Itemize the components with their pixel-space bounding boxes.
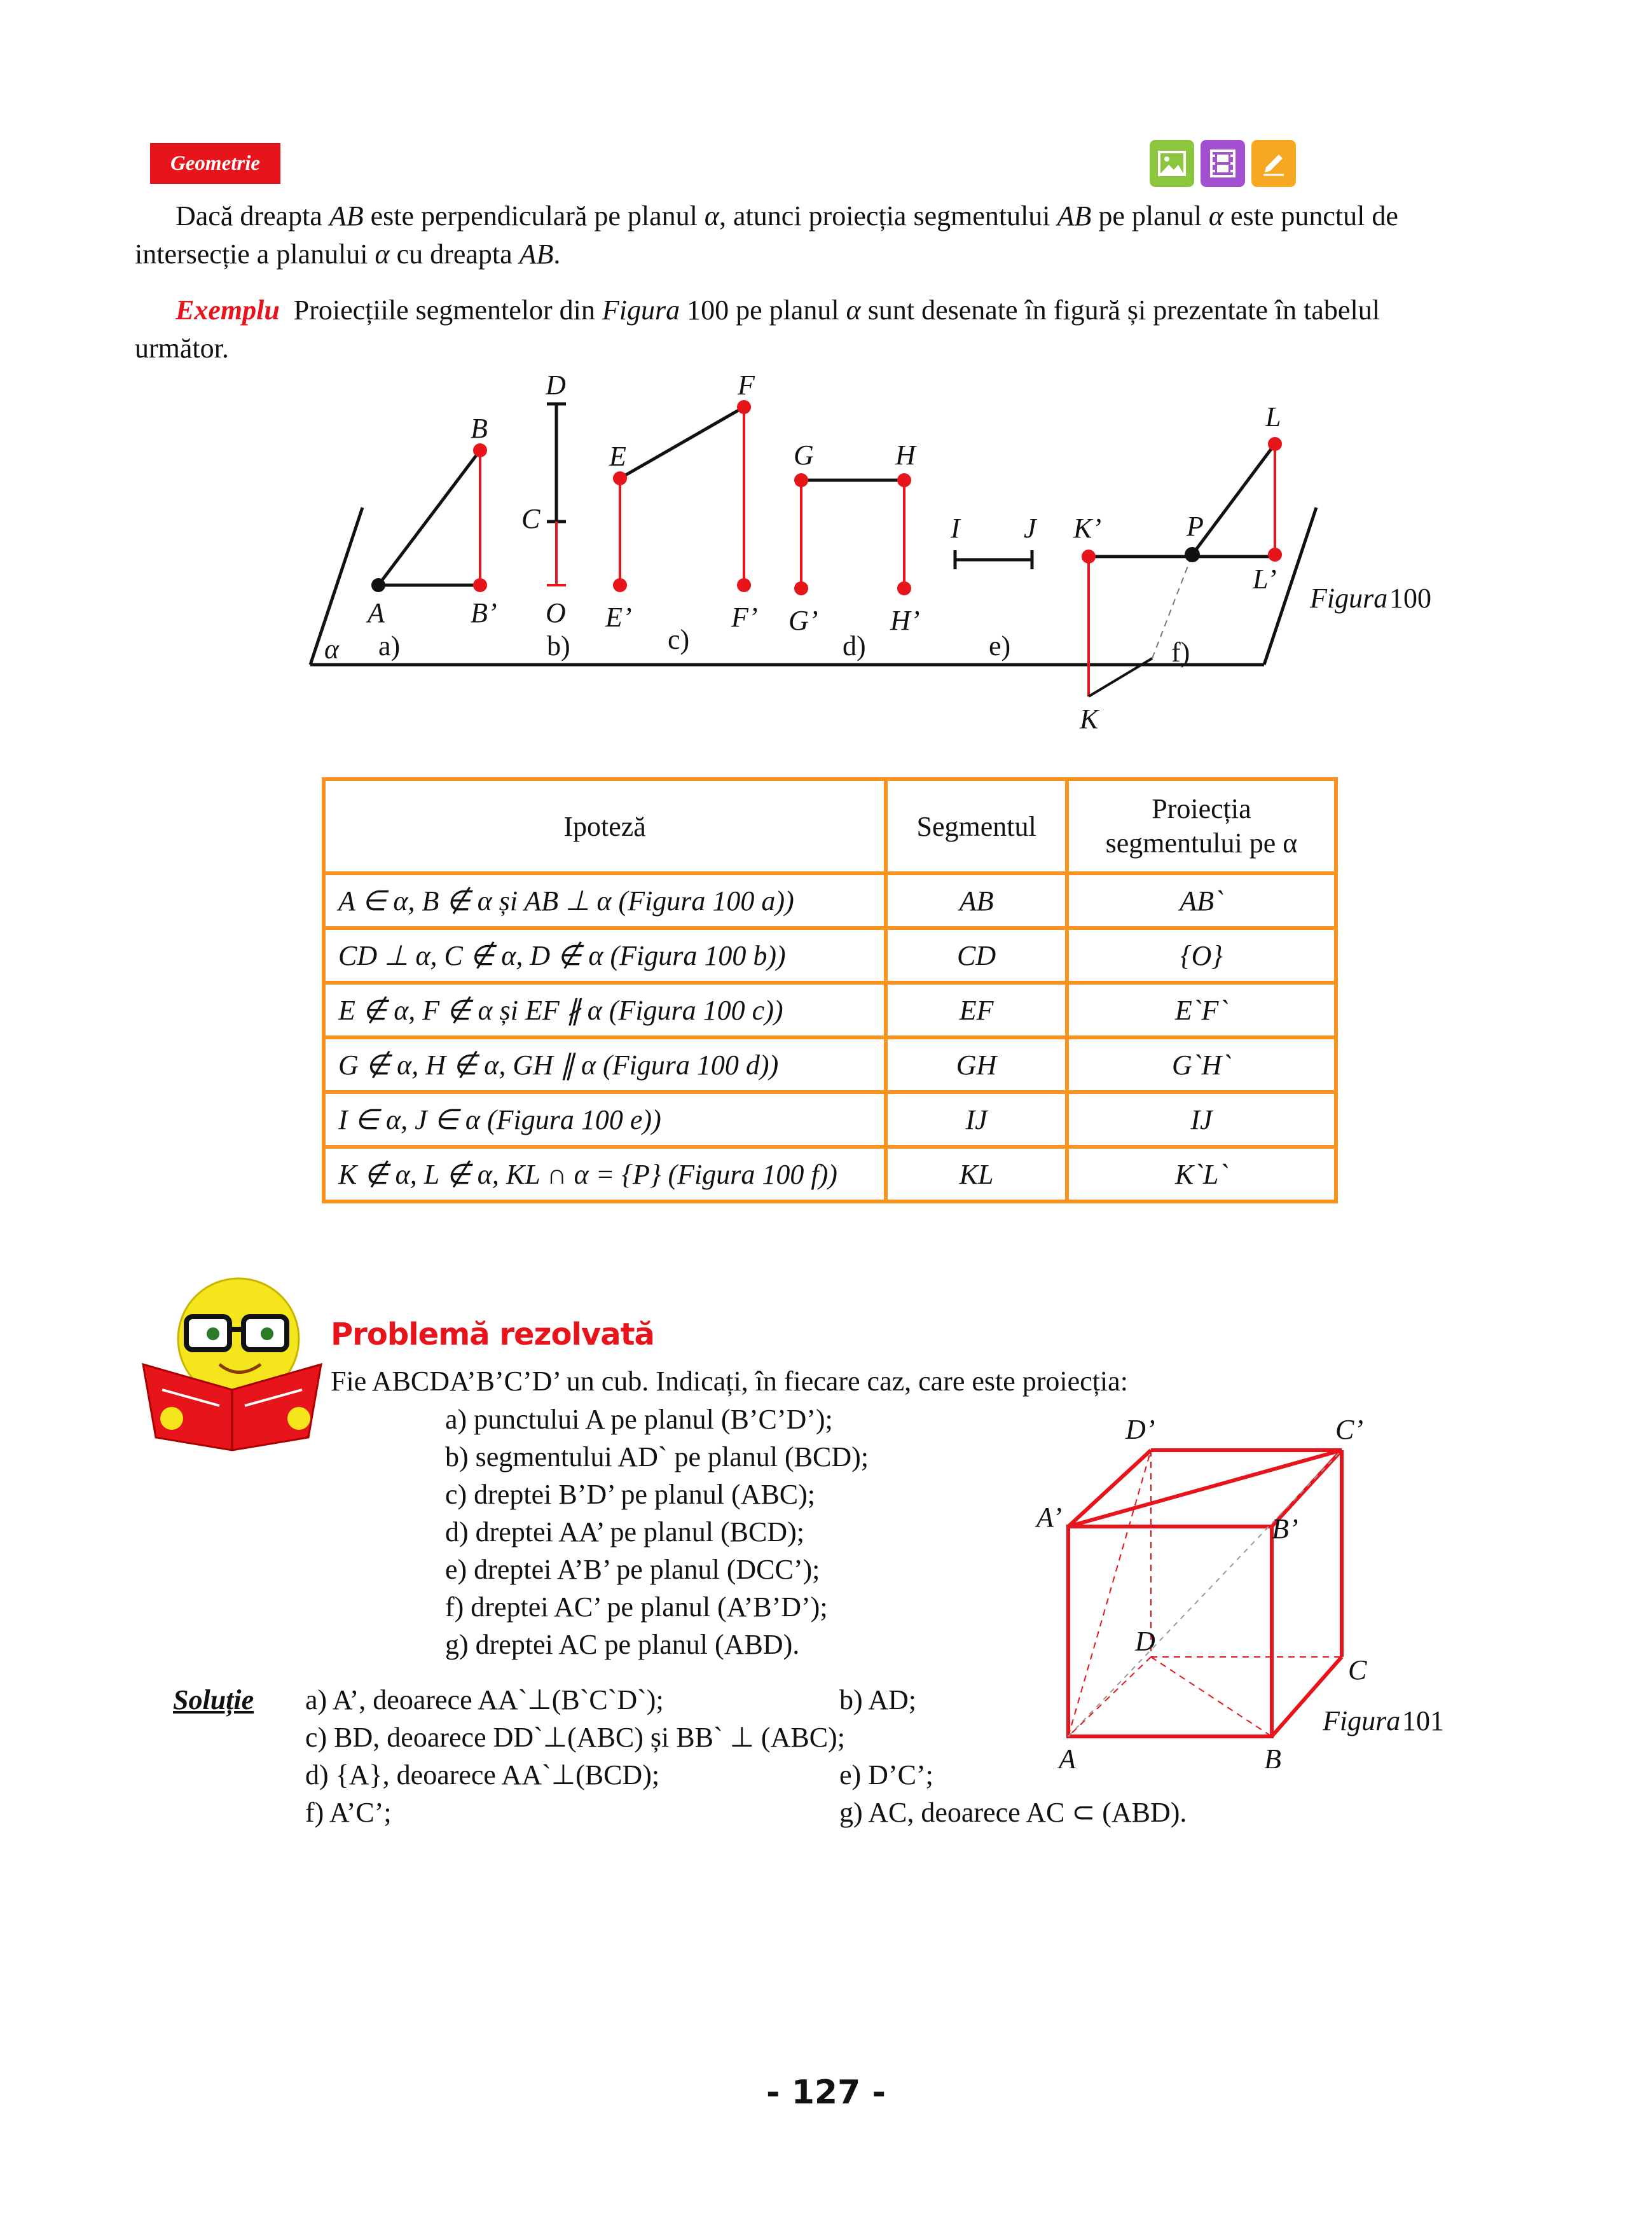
svg-text:P: P (1187, 511, 1204, 542)
image-icon[interactable] (1150, 140, 1194, 187)
svg-text:d): d) (843, 630, 866, 661)
svg-text:100: 100 (1389, 583, 1431, 614)
problem-title: Problemă rezolvată (331, 1317, 654, 1352)
svg-text:C: C (521, 503, 540, 534)
svg-text:A: A (1059, 1743, 1076, 1768)
table-row: K ∉ α, L ∉ α, KL ∩ α = {P} (Figura 100 f)) KL K`L` (324, 1147, 1336, 1201)
list-item: a) punctului A pe planul (B’C’D’); (445, 1404, 833, 1435)
svg-text:J: J (1024, 513, 1036, 544)
svg-text:c): c) (668, 624, 690, 655)
svg-text:F: F (738, 370, 755, 401)
table-header-row (324, 779, 1336, 873)
svg-text:A’: A’ (1036, 1502, 1062, 1533)
solution-g: g) AC, deoarece AC ⊂ (ABD). (839, 1797, 1187, 1828)
svg-text:A: A (368, 597, 385, 628)
list-item: c) dreptei B’D’ pe planul (ABC); (445, 1479, 816, 1510)
svg-text:K’: K’ (1073, 513, 1101, 544)
svg-text:Figura: Figura (1310, 583, 1388, 614)
svg-text:α: α (324, 634, 340, 665)
solution-f: f) A’C’; (305, 1797, 392, 1828)
svg-text:F’: F’ (731, 602, 758, 633)
svg-text:H’: H’ (890, 605, 920, 636)
pencil-icon[interactable] (1251, 140, 1296, 187)
solution-b: b) AD; (839, 1684, 916, 1715)
header-ipoteza: Ipoteză (324, 779, 886, 873)
svg-text:B’: B’ (1272, 1513, 1298, 1544)
table-row: A ∈ α, B ∉ α și AB ⊥ α (Figura 100 a)) AB AB` (324, 873, 1336, 928)
table-row: CD ⊥ α, C ∉ α, D ∉ α (Figura 100 b)) CD {O} (324, 928, 1336, 983)
solution-a: a) A’, deoarece AA`⊥(B`C`D`); (305, 1684, 664, 1715)
list-item: e) dreptei A’B’ pe planul (DCC’); (445, 1554, 820, 1585)
list-item: f) dreptei AC’ pe planul (A’B’D’); (445, 1591, 828, 1623)
svg-text:e): e) (989, 630, 1011, 661)
svg-text:E: E (609, 441, 626, 472)
example-paragraph: Exemplu Proiecțiile segmentelor din Figura 100 pe planul α sunt desenate în figură și prezentate în tabelul următor. (135, 294, 1380, 364)
solution-d: d) {A}, deoarece AA`⊥(BCD); (305, 1759, 660, 1790)
list-item: d) dreptei AA’ pe planul (BCD); (445, 1516, 804, 1548)
header-proiectia: Proiecția segmentului pe α (1067, 779, 1336, 873)
svg-text:B’: B’ (471, 597, 497, 628)
svg-text:D: D (546, 370, 566, 401)
svg-text:f): f) (1171, 637, 1190, 668)
svg-text:C: C (1348, 1654, 1367, 1686)
svg-text:I: I (951, 513, 960, 544)
svg-text:B: B (471, 413, 488, 444)
svg-text:L’: L’ (1253, 564, 1277, 595)
page-number: - 127 - (766, 2074, 886, 2112)
list-item: b) segmentului AD` pe planul (BCD); (445, 1441, 869, 1472)
mascot-reading-icon (137, 1269, 327, 1453)
problem-items (445, 1401, 1017, 1663)
figure-101-cube (1017, 1412, 1475, 1768)
problem-statement: Fie ABCDA’B’C’D’ un cub. Indicați, în fiecare caz, care este proiecția: (331, 1366, 1128, 1397)
intro-paragraph: Dacă dreapta AB este perpendiculară pe planul α, atunci proiecția segmentului AB pe planul α este punctul de intersecție a planului α cu dreapta AB. (135, 200, 1398, 270)
svg-text:a): a) (378, 630, 401, 661)
solution-c: c) BD, deoarece DD`⊥(ABC) și BB` ⊥ (ABC); (305, 1722, 845, 1753)
svg-text:G: G (794, 440, 814, 471)
svg-text:b): b) (547, 630, 570, 661)
film-icon[interactable] (1201, 140, 1245, 187)
header-segmentul: Segmentul (886, 779, 1067, 873)
projection-table (322, 777, 1338, 1203)
svg-text:O: O (546, 597, 566, 628)
svg-text:K: K (1080, 703, 1099, 735)
example-label: Exemplu (176, 294, 280, 326)
table-row: G ∉ α, H ∉ α, GH ∥ α (Figura 100 d)) GH G`H` (324, 1037, 1336, 1092)
svg-text:Figura: Figura (1323, 1705, 1401, 1736)
figure-100 (299, 369, 1469, 738)
list-item: g) dreptei AC pe planul (ABD). (445, 1629, 800, 1660)
svg-text:D: D (1135, 1626, 1155, 1657)
svg-text:C’: C’ (1335, 1414, 1363, 1445)
svg-text:D’: D’ (1125, 1414, 1155, 1445)
svg-text:H: H (895, 440, 916, 471)
solution-e: e) D’C’; (839, 1759, 933, 1790)
svg-text:B: B (1264, 1743, 1281, 1768)
svg-text:G’: G’ (788, 605, 818, 636)
chapter-tag: Geometrie (150, 143, 280, 184)
svg-text:101: 101 (1402, 1705, 1444, 1736)
table-row: I ∈ α, J ∈ α (Figura 100 e)) IJ IJ (324, 1092, 1336, 1147)
svg-text:L: L (1265, 401, 1281, 433)
table-row: E ∉ α, F ∉ α și EF ∦ α (Figura 100 c)) EF E`F` (324, 983, 1336, 1037)
svg-text:E’: E’ (605, 602, 632, 633)
solution-label: Soluție (173, 1684, 254, 1715)
